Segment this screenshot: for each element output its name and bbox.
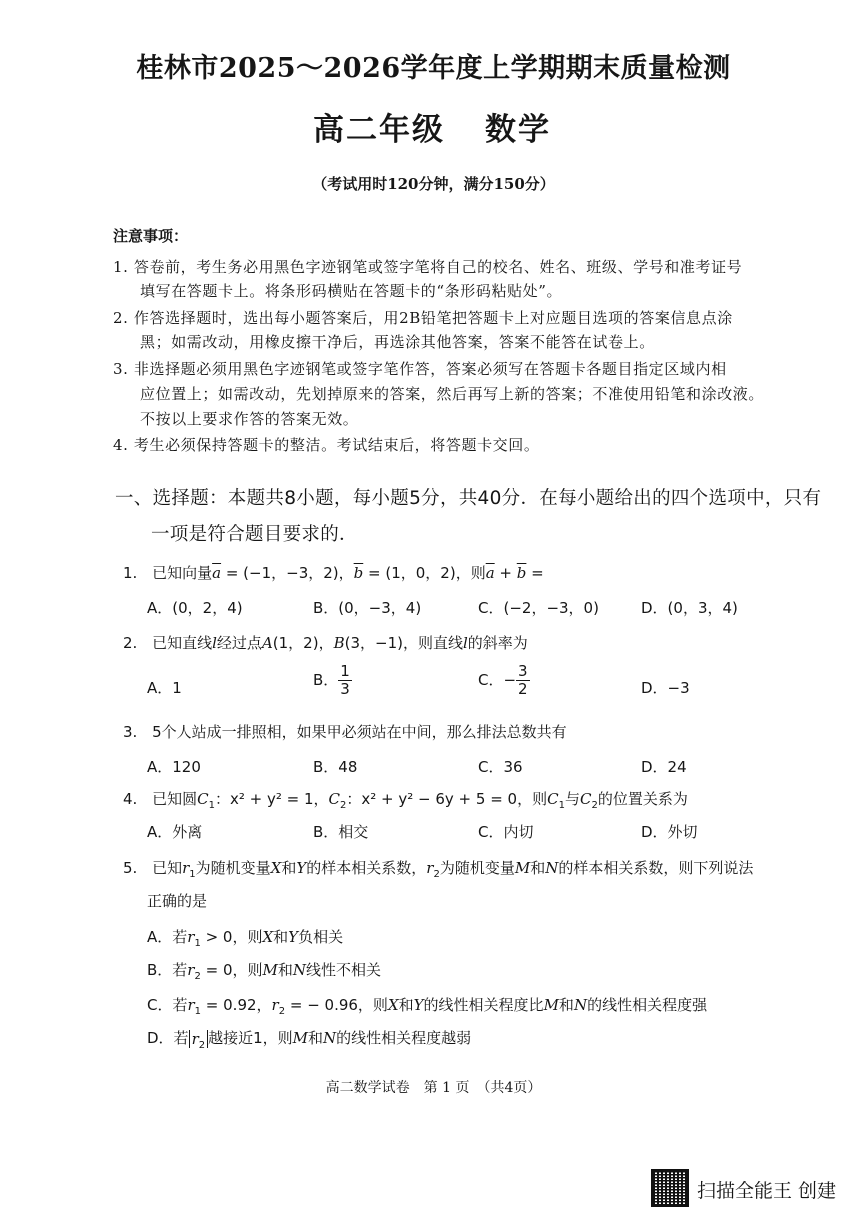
option-label: B．若	[147, 961, 188, 979]
subscript: 2	[591, 800, 598, 811]
denominator: 3	[340, 680, 350, 698]
var-y: Y	[413, 996, 424, 1014]
option-text: 和	[308, 1029, 324, 1047]
option-label: B．	[313, 671, 339, 689]
option-text: 和	[398, 996, 414, 1014]
option-label: A．若	[147, 928, 188, 946]
option-text: 的线性相关程度强	[587, 996, 708, 1014]
var-r1: r	[187, 996, 195, 1014]
option-c: C．(−2，−3，0)	[478, 599, 599, 617]
equation-c2: ：x² + y² − 6y + 5 = 0，则	[346, 790, 548, 808]
question-number: 1.	[123, 564, 138, 582]
option-a: A．120	[147, 758, 201, 776]
subscript: 2	[433, 869, 440, 880]
question-stem: 已知圆	[152, 790, 198, 808]
exam-info: （考试用时120分钟，满分150分）	[312, 175, 555, 193]
option-text: 的线性相关程度越弱	[336, 1029, 472, 1047]
var-x: X	[270, 859, 282, 877]
notice-heading: 注意事项：	[113, 227, 189, 245]
question-stem: 和	[530, 859, 546, 877]
question-stem: 的位置关系为	[597, 790, 688, 808]
qr-code-icon	[651, 1169, 689, 1207]
option-c: C．36	[478, 758, 523, 776]
option-a: A．(0，2，4)	[147, 599, 243, 617]
question-number: 4.	[123, 790, 138, 808]
option-text: = 0.92，	[201, 996, 272, 1014]
question-stem: 经过点	[216, 634, 262, 652]
page-footer: 高二数学试卷 第 1 页 （共4页）	[325, 1080, 542, 1096]
question-stem: 的样本相关系数，	[306, 859, 427, 877]
plus-sign: +	[494, 564, 517, 582]
notice-line: 3. 非选择题必须用黑色字迹钢笔或签字笔作答，答案必须写在答题卡各题目指定区域内相	[113, 360, 727, 378]
option-b	[147, 959, 381, 982]
var-y: Y	[288, 928, 299, 946]
question-4	[123, 788, 688, 811]
section-heading-cont: 一项是符合题目要求的．	[151, 524, 358, 545]
point-b-coords: (3，−1)，则直线	[344, 634, 463, 652]
subscript: 1	[194, 938, 201, 949]
question-3	[123, 721, 567, 742]
subscript: 1	[208, 800, 215, 811]
fraction	[516, 663, 530, 698]
subscript: 1	[189, 869, 196, 880]
vector-b: $\overline{b}$	[516, 564, 527, 582]
question-stem: 的斜率为	[467, 634, 528, 652]
question-number: 5.	[123, 859, 138, 877]
option-text: > 0，则	[200, 928, 263, 946]
var-r2: r	[271, 996, 279, 1014]
var-m: M	[262, 961, 278, 979]
equals-sign: =	[526, 564, 544, 582]
var-m: M	[514, 859, 531, 877]
question-number: 3.	[123, 723, 138, 741]
fraction	[338, 663, 352, 698]
var-r2: r	[187, 961, 195, 979]
var-n: N	[323, 1029, 337, 1047]
option-a: A．外离	[147, 823, 203, 841]
option-b	[313, 663, 352, 698]
line-l: l	[462, 634, 468, 652]
var-r2: r	[426, 859, 434, 877]
question-5-cont: 正确的是	[147, 892, 208, 910]
var-n: N	[292, 961, 306, 979]
vector-b-value: = (1，0，2)，则	[363, 564, 486, 582]
vector-a-value: = (−1，−3，2)，	[221, 564, 354, 582]
subscript: 2	[278, 1006, 286, 1017]
denominator: 2	[518, 680, 528, 698]
question-stem: 已知直线	[152, 634, 213, 652]
subscript: 2	[198, 1039, 206, 1051]
line-l: l	[212, 634, 217, 652]
question-stem: 为随机变量	[439, 859, 515, 877]
option-text: 的线性相关程度比	[423, 996, 544, 1014]
notice-line: 应位置上；如需改动，先划掉原来的答案，然后再写上新的答案；不准使用铅笔和涂改液。	[140, 385, 765, 403]
notice-line: 1. 答卷前，考生务必用黑色字迹钢笔或签字笔将自己的校名、姓名、班级、学号和准考证号	[113, 258, 743, 276]
circle-c2: C	[579, 790, 592, 808]
option-a: A．1	[147, 679, 182, 697]
notice-line: 黑；如需改动，用橡皮擦干净后，再选涂其他答案，答案不能答在试卷上。	[140, 333, 655, 351]
question-stem: 已知	[152, 859, 183, 877]
numerator: 3	[518, 662, 528, 680]
scanner-watermark: 扫描全能王 创建	[697, 1180, 837, 1202]
numerator: 1	[340, 662, 350, 680]
option-text: 线性不相关	[306, 961, 382, 979]
option-text: = 0，则	[200, 961, 263, 979]
grade-label: 高二年级	[313, 112, 445, 148]
circle-c1: C	[197, 790, 209, 808]
question-number: 2.	[123, 634, 138, 652]
option-text: 负相关	[298, 928, 344, 946]
option-b: B．48	[313, 758, 358, 776]
question-2	[123, 632, 528, 653]
circle-c2: C	[328, 790, 340, 808]
var-n: N	[545, 859, 559, 877]
notice-line: 2. 作答选择题时，选出每小题答案后，用2B铅笔把答题卡上对应题目选项的答案信息点涂	[113, 309, 733, 327]
question-stem: 和	[281, 859, 297, 877]
option-text: = − 0.96，则	[285, 996, 388, 1014]
option-b: B．相交	[313, 823, 369, 841]
question-stem: 的样本相关系数，则下列说法	[558, 859, 754, 877]
question-stem: 为随机变量	[195, 859, 271, 877]
subject-label: 数学	[485, 112, 551, 148]
option-text: 和	[277, 961, 293, 979]
question-5	[123, 857, 753, 880]
notice-line: 不按以上要求作答的答案无效。	[140, 410, 359, 428]
option-a	[147, 926, 343, 949]
absolute-value	[189, 1029, 209, 1051]
question-stem: 与	[564, 790, 580, 808]
var-r2: r	[191, 1029, 199, 1048]
option-text: 越接近1，则	[208, 1029, 293, 1047]
option-label: C．若	[147, 996, 188, 1014]
vector-a: $\overline{a}$	[212, 564, 222, 582]
var-x: X	[262, 928, 274, 946]
section-heading: 一、选择题：本题共8小题，每小题5分，共40分．在每小题给出的四个选项中，只有	[115, 488, 822, 509]
var-n: N	[573, 996, 588, 1014]
var-m: M	[543, 996, 559, 1014]
var-r1: r	[187, 928, 195, 946]
option-d	[147, 1027, 472, 1051]
notice-line: 填写在答题卡上。将条形码横贴在答题卡的“条形码粘贴处”。	[140, 282, 563, 300]
option-text: 和	[558, 996, 574, 1014]
question-stem: 5个人站成一排照相，如果甲必须站在中间，那么排法总数共有	[152, 723, 567, 741]
question-stem: 已知向量	[152, 564, 213, 582]
option-label: C．−	[478, 671, 517, 689]
option-label: D．若	[147, 1029, 189, 1047]
option-c: C．内切	[478, 823, 534, 841]
option-d: D．−3	[641, 679, 690, 697]
equation-c1: ：x² + y² = 1，	[214, 790, 329, 808]
var-y: Y	[296, 859, 307, 877]
subscript: 1	[194, 1006, 202, 1017]
point-b: B	[333, 634, 345, 652]
point-a: A	[261, 634, 273, 652]
option-c	[147, 994, 707, 1017]
exam-title: 桂林市2025～2026学年度上学期期末质量检测	[136, 53, 731, 84]
question-1	[123, 562, 544, 583]
vector-a: $\overline{a}$	[485, 564, 495, 582]
option-d: D．(0，3，4)	[641, 599, 738, 617]
option-d: D．外切	[641, 823, 698, 841]
point-a-coords: (1，2)，	[272, 634, 334, 652]
subscript: 2	[340, 800, 347, 811]
var-x: X	[387, 996, 399, 1014]
option-text: 和	[273, 928, 289, 946]
notice-line: 4. 考生必须保持答题卡的整洁。考试结束后，将答题卡交回。	[113, 436, 540, 454]
subscript: 2	[194, 971, 201, 982]
option-b: B．(0，−3，4)	[313, 599, 422, 617]
option-c	[478, 663, 530, 698]
var-r1: r	[182, 859, 190, 877]
subscript: 1	[558, 800, 565, 811]
circle-c1: C	[547, 790, 559, 808]
option-d: D．24	[641, 758, 687, 776]
vector-b: $\overline{b}$	[353, 564, 364, 582]
var-m: M	[292, 1029, 309, 1047]
